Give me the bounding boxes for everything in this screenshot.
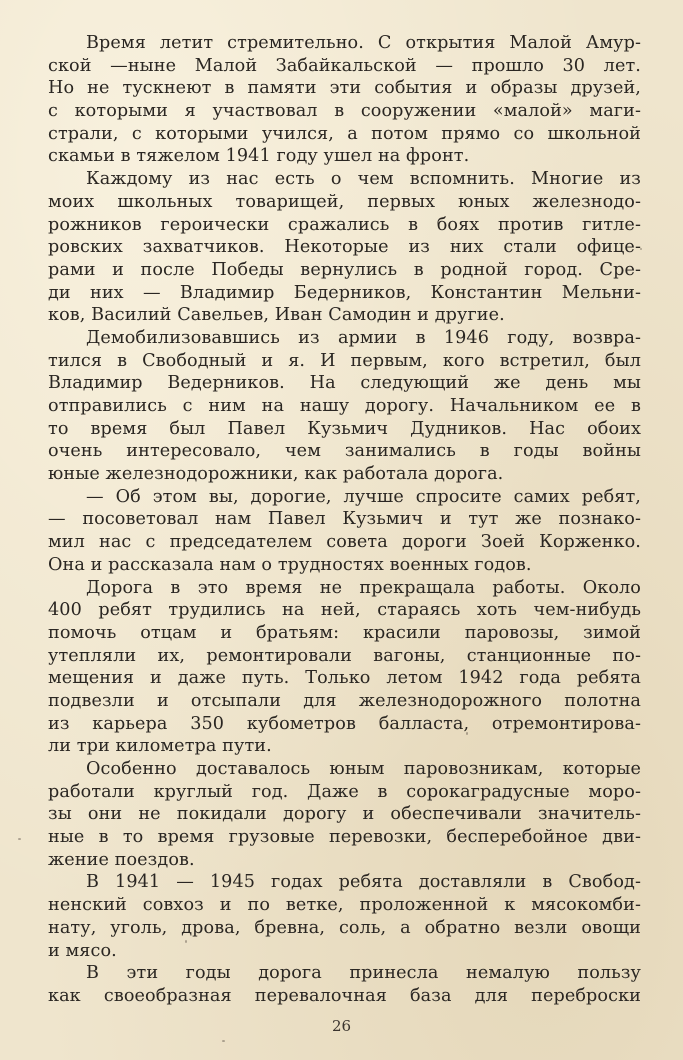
paragraph-first-line: Особенно доставалось юным паровозникам, которые (86, 759, 641, 779)
text-line: юные железнодорожники, как работала дорога. (48, 464, 504, 485)
text-line: ков, Василий Савельев, Иван Самодин и другие. (48, 305, 505, 326)
text-line: моих школьных товарищей, первых юных железнодо- (48, 191, 641, 212)
text-line: нату, уголь, дрова, бревна, соль, а обратно везли овощи (48, 917, 641, 938)
paper-speck (222, 1040, 225, 1042)
text-line: Владимир Ведерников. На следующий же день мы (48, 373, 641, 394)
body-text (48, 32, 641, 1008)
page-number: 26 (331, 1017, 352, 1035)
text-line: рожников героически сражались в боях против гитле- (48, 214, 641, 235)
text-line: 400 ребят трудились на ней, стараясь хоть чем-нибудь (48, 600, 641, 621)
text-line: скамьи в тяжелом 1941 году ушел на фронт. (48, 146, 470, 167)
text-line: помочь отцам и братьям: красили паровозы, зимой (48, 622, 641, 643)
text-line: ди них — Владимир Бедерников, Константин Мельни- (48, 282, 641, 303)
text-line: мещения и даже путь. Только летом 1942 года ребята (48, 668, 641, 689)
text-line: — посоветовал нам Павел Кузьмич и тут же познако- (48, 509, 641, 530)
text-line: то время был Павел Кузьмич Дудников. Нас обоих (48, 418, 641, 439)
text-line: утепляли их, ремонтировали вагоны, станционные по- (48, 645, 641, 666)
text-line: ные в то время грузовые перевозки, бесперебойное дви- (48, 827, 641, 848)
text-line: из карьера 350 кубометров балласта, отремонтирова- (48, 713, 641, 734)
text-line: ненский совхоз и по ветке, проложенной к мясокомби- (48, 895, 641, 916)
text-line: отправились с ним на нашу дорогу. Начальником ее в (48, 396, 641, 416)
text-line: ровских захватчиков. Некоторые из них стали офице- (48, 237, 641, 258)
text-line: ской —ныне Малой Забайкальской — прошло 30 лет. (48, 55, 641, 76)
paper-speck (18, 838, 21, 840)
text-line: как своеобразная перевалочная база для переброски (48, 985, 641, 1006)
text-line: мил нас с председателем совета дороги Зоей Корженко. (48, 532, 641, 553)
paragraph-first-line: В эти годы дорога принесла немалую пользу (86, 963, 641, 984)
text-line: с которыми я участвовал в сооружении «малой» маги- (48, 101, 641, 122)
paper-speck (466, 732, 468, 735)
paragraph-first-line: Каждому из нас есть о чем вспомнить. Многие из (86, 169, 641, 190)
paper-speck (640, 248, 642, 250)
paragraph-first-line: Демобилизовавшись из армии в 1946 году, возвра- (86, 327, 641, 348)
paragraph-first-line: — Об этом вы, дорогие, лучше спросите самих ребят, (86, 486, 641, 507)
paragraph-first-line: Дорога в это время не прекращала работы. Около (86, 577, 641, 598)
text-line: тился в Свободный и я. И первым, кого встретил, был (48, 350, 641, 371)
paper-speck (185, 940, 187, 943)
text-line: очень интересовало, чем занимались в годы войны (48, 441, 641, 462)
text-line: работали круглый год. Даже в сорокаградусные моро- (48, 781, 641, 802)
text-line: и мясо. (48, 940, 117, 961)
text-line: зы они не покидали дорогу и обеспечивали значитель- (48, 804, 641, 825)
text-line: рами и после Победы вернулись в родной город. Сре- (48, 259, 641, 280)
text-line: жение поездов. (48, 849, 195, 870)
text-line: ли три километра пути. (48, 736, 272, 757)
paragraph-first-line: В 1941 — 1945 годах ребята доставляли в Свобод- (86, 872, 641, 893)
text-line: Но не тускнеют в памяти эти события и образы друзей, (48, 78, 641, 99)
text-line: Она и рассказала нам о трудностях военных годов. (48, 554, 532, 575)
paragraph-first-line: Время летит стремительно. С открытия Малой Амур- (86, 33, 641, 53)
text-line: страли, с которыми учился, а потом прямо со школьной (48, 123, 641, 144)
text-line: подвезли и отсыпали для железнодорожного полотна (48, 690, 641, 711)
